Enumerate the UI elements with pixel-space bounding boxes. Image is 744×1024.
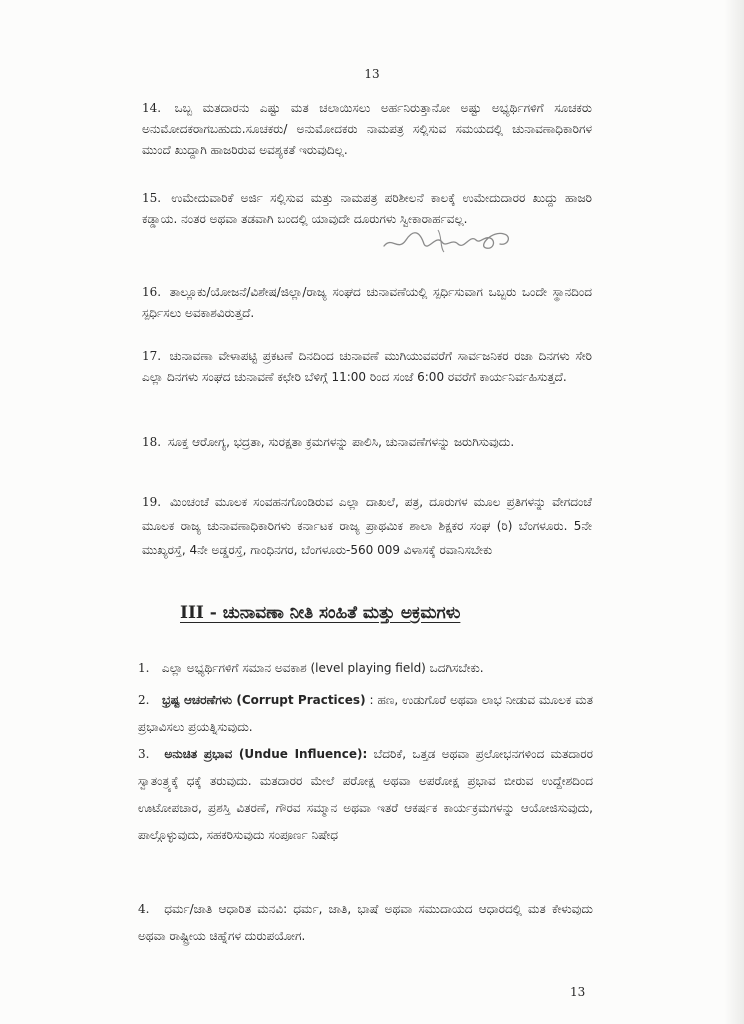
code-item-1 [138,655,593,682]
rule-item-number: 18. [142,435,162,449]
rule-item-text: ಸೂಕ್ತ ಆರೋಗ್ಯ, ಭದ್ರತಾ, ಸುರಕ್ಷತಾ ಕ್ರಮಗಳನ್ನು ಪಾಲಿಸಿ, ಚುನಾವಣೆಗಳನ್ನು ಜರುಗಿಸುವುದು. [167,435,515,449]
section-heading: III - ಚುನಾವಣಾ ನೀತಿ ಸಂಹಿತೆ ಮತ್ತು ಅಕ್ರಮಗಳು [180,603,461,623]
page-number-top: 13 [364,67,380,81]
code-item-text: ಬೆದರಿಕೆ, ಒತ್ತಡ ಅಥವಾ ಪ್ರಲೋಭನಗಳಿಂದ ಮತದಾರರ ಸ್ವಾತಂತ್ರ್ಯಕ್ಕೆ ಧಕ್ಕೆ ತರುವುದು. ಮತದಾರರ ಮೇಲೆ ಪರೋಕ್ಷ ಅಥವಾ ಅಪರೋಕ್ಷ ಪ್ರಭಾವ ಬೀರುವ ಉದ್ದೇಶದಿಂದ ಊಟೋಪಚಾರ, ಪ್ರಶಸ್ತಿ ವಿತರಣೆ, ಗೌರವ ಸಮ್ಮಾನ ಅಥವಾ ಇತರೆ ಆಕರ್ಷಕ ಕಾರ್ಯಕ್ರಮಗಳನ್ನು ಆಯೋಜಿಸುವುದು, ಪಾಲ್ಗೊಳ್ಳುವುದು, ಸಹಕರಿಸುವುದು ಸಂಪೂರ್ಣ ನಿಷೇಧ [138,747,593,842]
code-item-4 [138,896,593,950]
rule-item-18 [142,432,592,453]
rule-item-text: ಉಮೇದುವಾರಿಕೆ ಅರ್ಜಿ ಸಲ್ಲಿಸುವ ಮತ್ತು ನಾಮಪತ್ರ ಪರಿಶೀಲನೆ ಕಾಲಕ್ಕೆ ಉಮೇದುದಾರರ ಖುದ್ದು ಹಾಜರಿ ಕಡ್ಡಾಯ. ನಂತರ ಅಥವಾ ತಡವಾಗಿ ಬಂದಲ್ಲಿ ಯಾವುದೇ ದೂರುಗಳು ಸ್ವೀಕಾರಾರ್ಹವಲ್ಲ. [142,191,592,226]
code-item-number: 2. [138,693,150,707]
rule-item-17 [142,346,592,388]
code-item-2 [138,687,593,741]
code-item-term: ಭ್ರಷ್ಟ ಆಚರಣೆಗಳು (Corrupt Practices) [161,693,366,707]
rule-item-number: 16. [142,285,162,299]
scan-edge-shadow [724,0,744,1024]
rule-item-text: ಚುನಾವಣಾ ವೇಳಾಪಟ್ಟಿ ಪ್ರಕಟಣೆ ದಿನದಿಂದ ಚುನಾವಣೆ ಮುಗಿಯುವವರೆಗೆ ಸಾರ್ವಜನಿಕರ ರಜಾ ದಿನಗಳು ಸೇರಿ ಎಲ್ಲಾ ದಿನಗಳು ಸಂಘದ ಚುನಾವಣೆ ಕಛೇರಿ ಬೆಳಿಗ್ಗೆ 11:00 ರಿಂದ ಸಂಜೆ 6:00 ರವರೆಗೆ ಕಾರ್ಯನಿರ್ವಹಿಸುತ್ತದೆ. [142,349,592,384]
rule-item-number: 15. [142,191,162,205]
rule-item-text: ಒಬ್ಬ ಮತದಾರನು ಎಷ್ಟು ಮತ ಚಲಾಯಿಸಲು ಅರ್ಹನಿರುತ್ತಾನೋ ಅಷ್ಟು ಅಭ್ಯರ್ಥಿಗಳಿಗೆ ಸೂಚಕರು ಅನುಮೋದಕರಾಗಬಹುದು.ಸೂಚಕರು/ ಅನುಮೋದಕರು ನಾಮಪತ್ರ ಸಲ್ಲಿಸುವ ಸಮಯದಲ್ಲಿ ಚುನಾವಣಾಧಿಕಾರಿಗಳ ಮುಂದೆ ಖುದ್ದಾಗಿ ಹಾಜರಿರುವ ಅವಶ್ಯಕತೆ ಇರುವುದಿಲ್ಲ. [142,101,592,157]
code-item-number: 1. [138,661,150,675]
rule-item-16 [142,282,592,324]
page-number-bottom: 13 [570,985,586,999]
code-item-text: ಧರ್ಮ/ಜಾತಿ ಆಧಾರಿತ ಮನವಿ: ಧರ್ಮ, ಜಾತಿ, ಭಾಷೆ ಅಥವಾ ಸಮುದಾಯದ ಆಧಾರದಲ್ಲಿ ಮತ ಕೇಳುವುದು ಅಥವಾ ರಾಷ್ಟ್ರೀಯ ಚಿಹ್ನೆಗಳ ದುರುಪಯೋಗ. [138,902,593,943]
rule-item-number: 14. [142,101,162,115]
handwritten-signature [380,222,520,258]
code-item-text: : ಹಣ, ಉಡುಗೊರೆ ಅಥವಾ ಲಾಭ ನೀಡುವ ಮೂಲಕ ಮತ ಪ್ರಭಾವಿಸಲು ಪ್ರಯತ್ನಿಸುವುದು. [138,693,593,734]
rule-item-14 [142,98,592,161]
code-item-number: 4. [138,902,150,916]
rule-item-text: ತಾಲ್ಲೂಕು/ಯೋಜನೆ/ವಿಶೇಷ/ಜಿಲ್ಲಾ/ರಾಜ್ಯ ಸಂಘದ ಚುನಾವಣೆಯಲ್ಲಿ ಸ್ಪರ್ಧಿಸುವಾಗ ಒಬ್ಬರು ಒಂದೇ ಸ್ಥಾನದಿಂದ ಸ್ಪರ್ಧಿಸಲು ಅವಕಾಶವಿರುತ್ತದೆ. [142,285,592,320]
rule-item-19 [142,490,592,562]
code-item-3 [138,741,593,849]
rule-item-text: ಮಿಂಚಂಚೆ ಮೂಲಕ ಸಂವಹನಗೊಂಡಿರುವ ಎಲ್ಲಾ ದಾಖಲೆ, ಪತ್ರ, ದೂರುಗಳ ಮೂಲ ಪ್ರತಿಗಳನ್ನು ವೇಗದಂಚೆ ಮೂಲಕ ರಾಜ್ಯ ಚುನಾವಣಾಧಿಕಾರಿಗಳು ಕರ್ನಾಟಕ ರಾಜ್ಯ ಪ್ರಾಥಮಿಕ ಶಾಲಾ ಶಿಕ್ಷಕರ ಸಂಘ (ರಿ) ಬೆಂಗಳೂರು. 5ನೇ ಮುಖ್ಯರಸ್ತೆ, 4ನೇ ಅಡ್ಡರಸ್ತೆ, ಗಾಂಧಿನಗರ, ಬೆಂಗಳೂರು-560 009 ವಿಳಾಸಕ್ಕೆ ರವಾನಿಸಬೇಕು [142,495,592,557]
rule-item-15 [142,188,592,230]
code-item-term: ಅನುಚಿತ ಪ್ರಭಾವ (Undue Influence): [164,747,368,761]
code-item-text: ಎಲ್ಲಾ ಅಭ್ಯರ್ಥಿಗಳಿಗೆ ಸಮಾನ ಅವಕಾಶ (level playing field) ಒದಗಿಸಬೇಕು. [161,661,484,675]
code-item-number: 3. [138,747,150,761]
rule-item-number: 19. [142,495,162,509]
rule-item-number: 17. [142,349,162,363]
